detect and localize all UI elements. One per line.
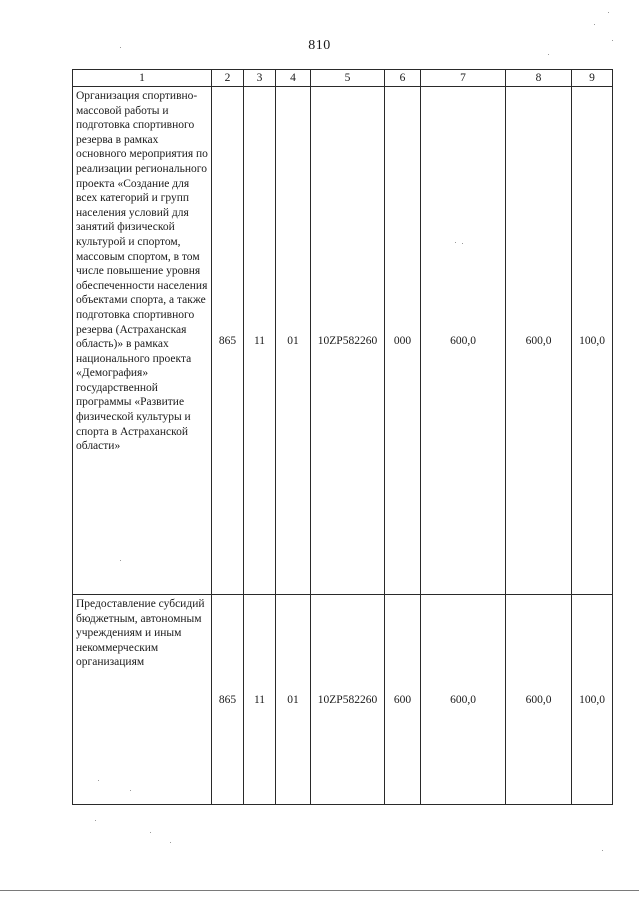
scan-speck xyxy=(608,12,609,13)
cell-col-2: 865 xyxy=(212,87,244,595)
scan-speck xyxy=(95,820,96,821)
header-cell-5: 5 xyxy=(311,70,385,87)
cell-col-3: 11 xyxy=(244,87,276,595)
cell-col-4: 01 xyxy=(276,87,311,595)
scan-speck xyxy=(120,47,121,48)
scan-speck xyxy=(150,832,151,833)
header-cell-8: 8 xyxy=(506,70,572,87)
cell-col-2: 865 xyxy=(212,595,244,805)
header-cell-6: 6 xyxy=(385,70,421,87)
cell-col-9: 100,0 xyxy=(572,595,613,805)
table-row xyxy=(73,595,613,805)
row-name-cell: Организация спортивно-массовой работы и подготовка спортивного резерва в рамках основного мероприятия по реализации регионального проекта «Создание для всех категорий и групп населения условий для занятий физической культурой и спортом, массовым спортом, в том числе повышение уровня обеспеченности населения объектами спорта, а также подготовка спортивного резерва (Астраханская область)» в рамках национального проекта «Демография» государственной программы «Развитие физической культуры и спорта в Астраханской области» xyxy=(73,87,212,595)
cell-col-4: 01 xyxy=(276,595,311,805)
cell-col-6: 600 xyxy=(385,595,421,805)
page-bottom-edge xyxy=(0,890,639,891)
scan-speck xyxy=(594,24,595,25)
cell-col-8: 600,0 xyxy=(506,595,572,805)
header-cell-7: 7 xyxy=(421,70,506,87)
scan-speck xyxy=(462,243,463,244)
cell-col-6: 000 xyxy=(385,87,421,595)
scan-speck xyxy=(170,842,171,843)
row-name-cell: Предоставление субсидий бюджетным, автономным учреждениям и иным некоммерческим организациям xyxy=(73,595,212,805)
scan-speck xyxy=(455,242,456,243)
header-cell-4: 4 xyxy=(276,70,311,87)
cell-col-7: 600,0 xyxy=(421,595,506,805)
cell-col-3: 11 xyxy=(244,595,276,805)
scan-speck xyxy=(130,790,131,791)
header-cell-1: 1 xyxy=(73,70,212,87)
cell-col-7: 600,0 xyxy=(421,87,506,595)
budget-table xyxy=(72,69,613,805)
table-row xyxy=(73,87,613,595)
header-row xyxy=(73,70,613,87)
header-cell-9: 9 xyxy=(572,70,613,87)
cell-col-5: 10ZP582260 xyxy=(311,87,385,595)
scan-speck xyxy=(612,40,613,41)
cell-col-5: 10ZP582260 xyxy=(311,595,385,805)
scan-speck xyxy=(548,54,549,55)
cell-col-8: 600,0 xyxy=(506,87,572,595)
scan-speck xyxy=(602,850,603,851)
scan-speck xyxy=(120,560,121,561)
page-number: 810 xyxy=(308,38,331,53)
header-cell-3: 3 xyxy=(244,70,276,87)
cell-col-9: 100,0 xyxy=(572,87,613,595)
scan-speck xyxy=(98,780,99,781)
header-cell-2: 2 xyxy=(212,70,244,87)
